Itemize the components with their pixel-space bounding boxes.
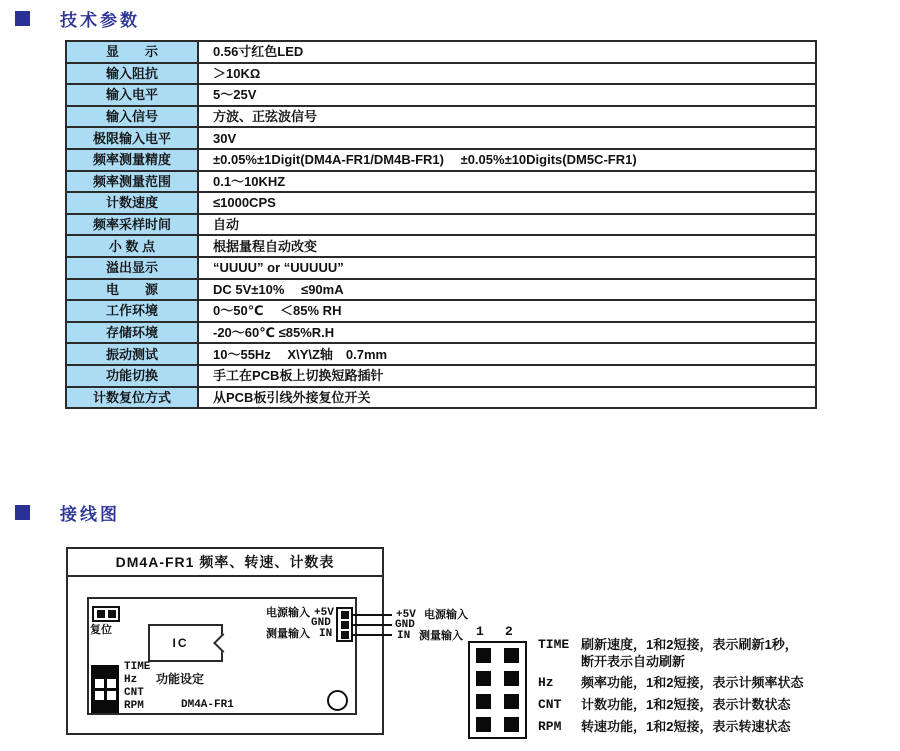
spec-value: 根据量程自动改变 — [198, 235, 816, 257]
jumper-pad-icon — [504, 694, 519, 709]
jumper-row-desc-time: 刷新速度，1和2短接，表示刷新1秒， — [581, 637, 798, 652]
jumper-row-name-cnt: CNT — [538, 697, 562, 712]
section-header-specs — [15, 6, 140, 31]
spec-value: 10～55Hz X\Y\Z轴 0.7mm — [198, 343, 816, 365]
spec-value: ±0.05%±1Digit(DM4A-FR1/DM4B-FR1) ±0.05%±10Digits(DM5C-FR1) — [198, 149, 816, 171]
table-row — [66, 192, 816, 214]
connector-pin-icon — [108, 610, 116, 618]
jumper-row-name-rpm: RPM — [538, 719, 562, 734]
spec-value: 0.1～10KHZ — [198, 171, 816, 193]
wire-p5v — [353, 614, 392, 616]
table-row — [66, 149, 816, 171]
spec-label: 电 源 — [66, 279, 198, 301]
table-row — [66, 171, 816, 193]
section-title: 技术参数 — [60, 11, 140, 30]
spec-value: ＞10KΩ — [198, 63, 816, 85]
ext-in-label: IN — [397, 630, 411, 642]
spec-value: 方波、正弦波信号 — [198, 106, 816, 128]
p5v-pin-label: +5V — [314, 607, 334, 619]
jumper-pad-icon — [476, 717, 491, 732]
section-bullet-icon — [15, 505, 30, 520]
table-row — [66, 279, 816, 301]
spec-label: 频率采样时间 — [66, 214, 198, 236]
spec-label: 频率测量范围 — [66, 171, 198, 193]
table-row — [66, 300, 816, 322]
ext-gnd-label: GND — [395, 619, 415, 631]
wire-gnd — [353, 624, 392, 626]
spec-value: 0.56寸红色LED — [198, 41, 816, 63]
section-header-wiring — [15, 500, 120, 525]
spec-label: 输入阻抗 — [66, 63, 198, 85]
ic-label: IC — [172, 636, 189, 650]
table-row — [66, 235, 816, 257]
spec-value: 从PCB板引线外接复位开关 — [198, 387, 816, 409]
jumper-pad-icon — [504, 648, 519, 663]
jumper-col1-label: 1 — [476, 624, 484, 639]
connector-pin-icon — [341, 631, 349, 639]
mounting-hole-icon — [327, 690, 348, 711]
pcb-func-label-time: TIME — [124, 661, 151, 673]
spec-label: 存储环境 — [66, 322, 198, 344]
spec-value: DC 5V±10% ≤90mA — [198, 279, 816, 301]
jumper-row-name-time: TIME — [538, 637, 570, 652]
diagram-title: DM4A-FR1 频率、转速、计数表 — [68, 549, 382, 577]
table-row — [66, 257, 816, 279]
power-measure-connector-icon — [336, 607, 353, 642]
spec-label: 极限输入电平 — [66, 127, 198, 149]
jumper-row-desc-hz: 频率功能，1和2短接，表示计频率状态 — [581, 675, 804, 690]
table-row — [66, 387, 816, 409]
spec-value: -20～60℃ ≤85%R.H — [198, 322, 816, 344]
gnd-pin-label: GND — [311, 617, 331, 629]
wire-in — [353, 634, 392, 636]
section-bullet-icon — [15, 11, 30, 26]
jumper-row-desc-rpm: 转速功能，1和2短接，表示转速状态 — [581, 719, 791, 734]
table-row — [66, 214, 816, 236]
connector-pin-icon — [341, 611, 349, 619]
table-row — [66, 106, 816, 128]
ic-chip — [148, 624, 223, 662]
spec-value: 30V — [198, 127, 816, 149]
spec-value: “UUUU” or “UUUUU” — [198, 257, 816, 279]
spec-label: 显 示 — [66, 41, 198, 63]
jumper-pad-icon — [476, 694, 491, 709]
spec-label: 功能切换 — [66, 365, 198, 387]
connector-pin-icon — [97, 610, 105, 618]
measure-input-label: 测量输入 — [266, 628, 310, 640]
reset-connector-icon — [92, 606, 120, 622]
spec-value: 5～25V — [198, 84, 816, 106]
jumper-pad-icon — [504, 671, 519, 686]
spec-value: 自动 — [198, 214, 816, 236]
ext-power-desc-label: 电源输入 — [424, 609, 468, 621]
spec-label: 溢出显示 — [66, 257, 198, 279]
ext-measure-desc-label: 测量输入 — [419, 630, 463, 642]
spec-table — [65, 40, 817, 409]
pcb-func-label-hz: Hz — [124, 674, 138, 686]
spec-label: 输入信号 — [66, 106, 198, 128]
jumper-pad-icon — [476, 671, 491, 686]
spec-label: 振动测试 — [66, 343, 198, 365]
in-pin-label: IN — [319, 628, 333, 640]
ext-p5v-label: +5V — [396, 609, 416, 621]
jumper-pad-icon — [504, 717, 519, 732]
reset-label: 复位 — [90, 624, 112, 636]
table-row — [66, 84, 816, 106]
spec-value: ≤1000CPS — [198, 192, 816, 214]
spec-value: 0～50℃ ＜85% RH — [198, 300, 816, 322]
pcb-func-label-rpm: RPM — [124, 700, 144, 712]
spec-label: 计数速度 — [66, 192, 198, 214]
spec-label: 输入电平 — [66, 84, 198, 106]
spec-label: 计数复位方式 — [66, 387, 198, 409]
spec-label: 工作环境 — [66, 300, 198, 322]
power-input-label: 电源输入 — [266, 607, 310, 619]
jumper-row-desc2-time: 断开表示自动刷新 — [581, 654, 686, 669]
table-row — [66, 343, 816, 365]
table-row — [66, 127, 816, 149]
spec-label: 频率测量精度 — [66, 149, 198, 171]
table-row — [66, 365, 816, 387]
table-row — [66, 63, 816, 85]
connector-pin-icon — [341, 621, 349, 629]
table-row — [66, 322, 816, 344]
table-row — [66, 41, 816, 63]
function-jumper-block-icon — [91, 665, 119, 713]
jumper-pad-icon — [476, 648, 491, 663]
spec-value: 手工在PCB板上切换短路插针 — [198, 365, 816, 387]
jumper-col2-label: 2 — [505, 624, 513, 639]
spec-label: 小 数 点 — [66, 235, 198, 257]
jumper-pin-header-icon — [468, 641, 527, 739]
jumper-row-name-hz: Hz — [538, 675, 554, 690]
section-title: 接线图 — [60, 505, 120, 524]
pcb-func-label-cnt: CNT — [124, 687, 144, 699]
function-setting-label: 功能设定 — [156, 672, 205, 686]
board-model-label: DM4A-FR1 — [181, 699, 234, 711]
jumper-row-desc-cnt: 计数功能，1和2短接，表示计数状态 — [581, 697, 791, 712]
